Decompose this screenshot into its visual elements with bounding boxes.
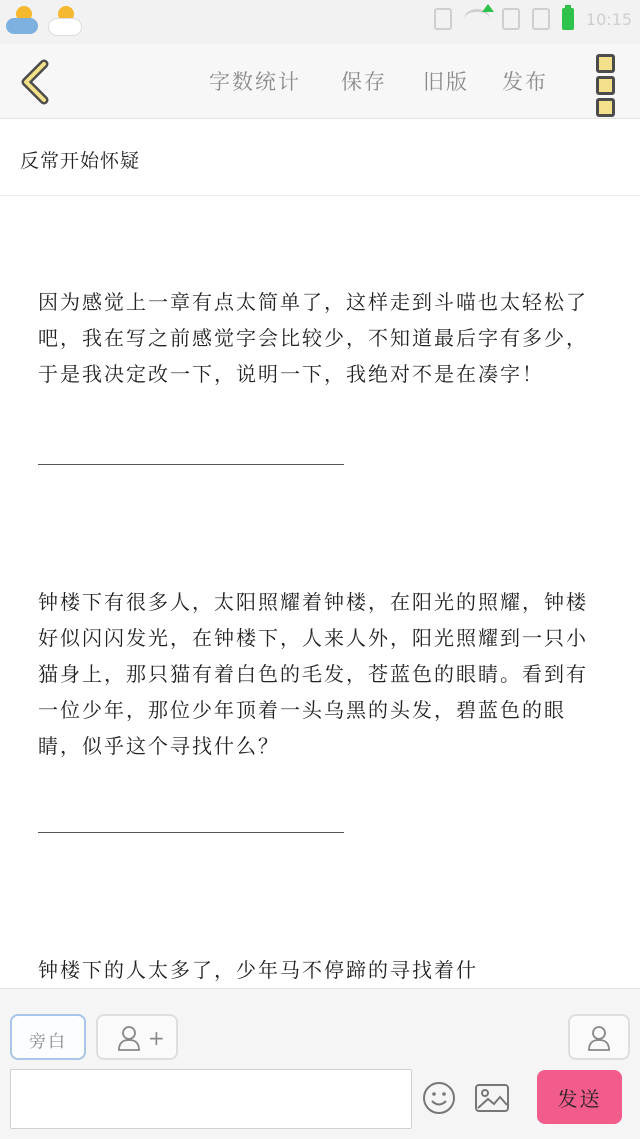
separator-line: [38, 464, 344, 465]
chapter-title-field[interactable]: [0, 119, 640, 196]
status-time: 10:15: [585, 9, 632, 29]
send-button[interactable]: 发送: [537, 1070, 622, 1124]
message-input[interactable]: [10, 1069, 412, 1129]
separator-line: [38, 832, 344, 833]
toolbar: [0, 44, 640, 119]
more-menu-button[interactable]: [592, 54, 618, 110]
sim-card-icon: [502, 8, 520, 30]
narration-button[interactable]: [10, 1014, 86, 1060]
sim-card-icon: [532, 8, 550, 30]
sim-icon: [434, 8, 452, 30]
paragraph: 钟楼下的人太多了，少年马不停蹄的寻找着什: [38, 958, 478, 982]
chevron-left-icon: [16, 58, 60, 106]
chapter-title: 反常开始怀疑: [20, 150, 141, 172]
person-icon: [588, 1025, 610, 1051]
weather-sunny-cloud-icon: [48, 4, 82, 38]
paragraph: 钟楼下有很多人，太阳照耀着钟楼，在阳光的照耀，钟楼好似闪闪发光，在钟楼下，人来人外，阳光照耀到一只小猫身上，那只猫有着白色的毛发，苍蓝色的眼睛。看到有一位少年，那位少年顶着一头乌黑的头发，碧蓝色的眼睛，似乎这个寻找什么？: [38, 590, 588, 758]
weather-partly-cloudy-icon: [6, 4, 40, 38]
composer-panel: [0, 988, 640, 1139]
wifi-icon: [464, 9, 490, 29]
add-role-button[interactable]: [96, 1014, 178, 1060]
role-select-button[interactable]: [568, 1014, 630, 1060]
image-icon: [474, 1083, 510, 1113]
person-add-icon: [118, 1025, 140, 1051]
save-button[interactable]: 保存: [341, 70, 387, 94]
more-vertical-icon: [592, 54, 618, 117]
status-right: [434, 8, 632, 30]
publish-button[interactable]: 发布: [502, 70, 548, 94]
status-bar: [0, 0, 640, 44]
old-version-button[interactable]: 旧版: [423, 70, 469, 94]
image-button[interactable]: [474, 1083, 510, 1113]
add-role-plus: +: [148, 1026, 165, 1050]
paragraph: 因为感觉上一章有点太简单了，这样走到斗喵也太轻松了吧，我在写之前感觉字会比较少，不知道最后字有多少，于是我决定改一下，说明一下，我绝对不是在凑字！: [38, 290, 588, 386]
chapter-body-editor[interactable]: [38, 196, 608, 988]
emoji-button[interactable]: [422, 1081, 456, 1115]
battery-icon: [562, 8, 574, 30]
emoji-icon: [422, 1081, 456, 1115]
back-button[interactable]: [16, 58, 60, 106]
status-left: [6, 4, 82, 38]
narration-label: 旁白: [29, 1032, 67, 1052]
word-count-button[interactable]: 字数统计: [209, 70, 301, 94]
